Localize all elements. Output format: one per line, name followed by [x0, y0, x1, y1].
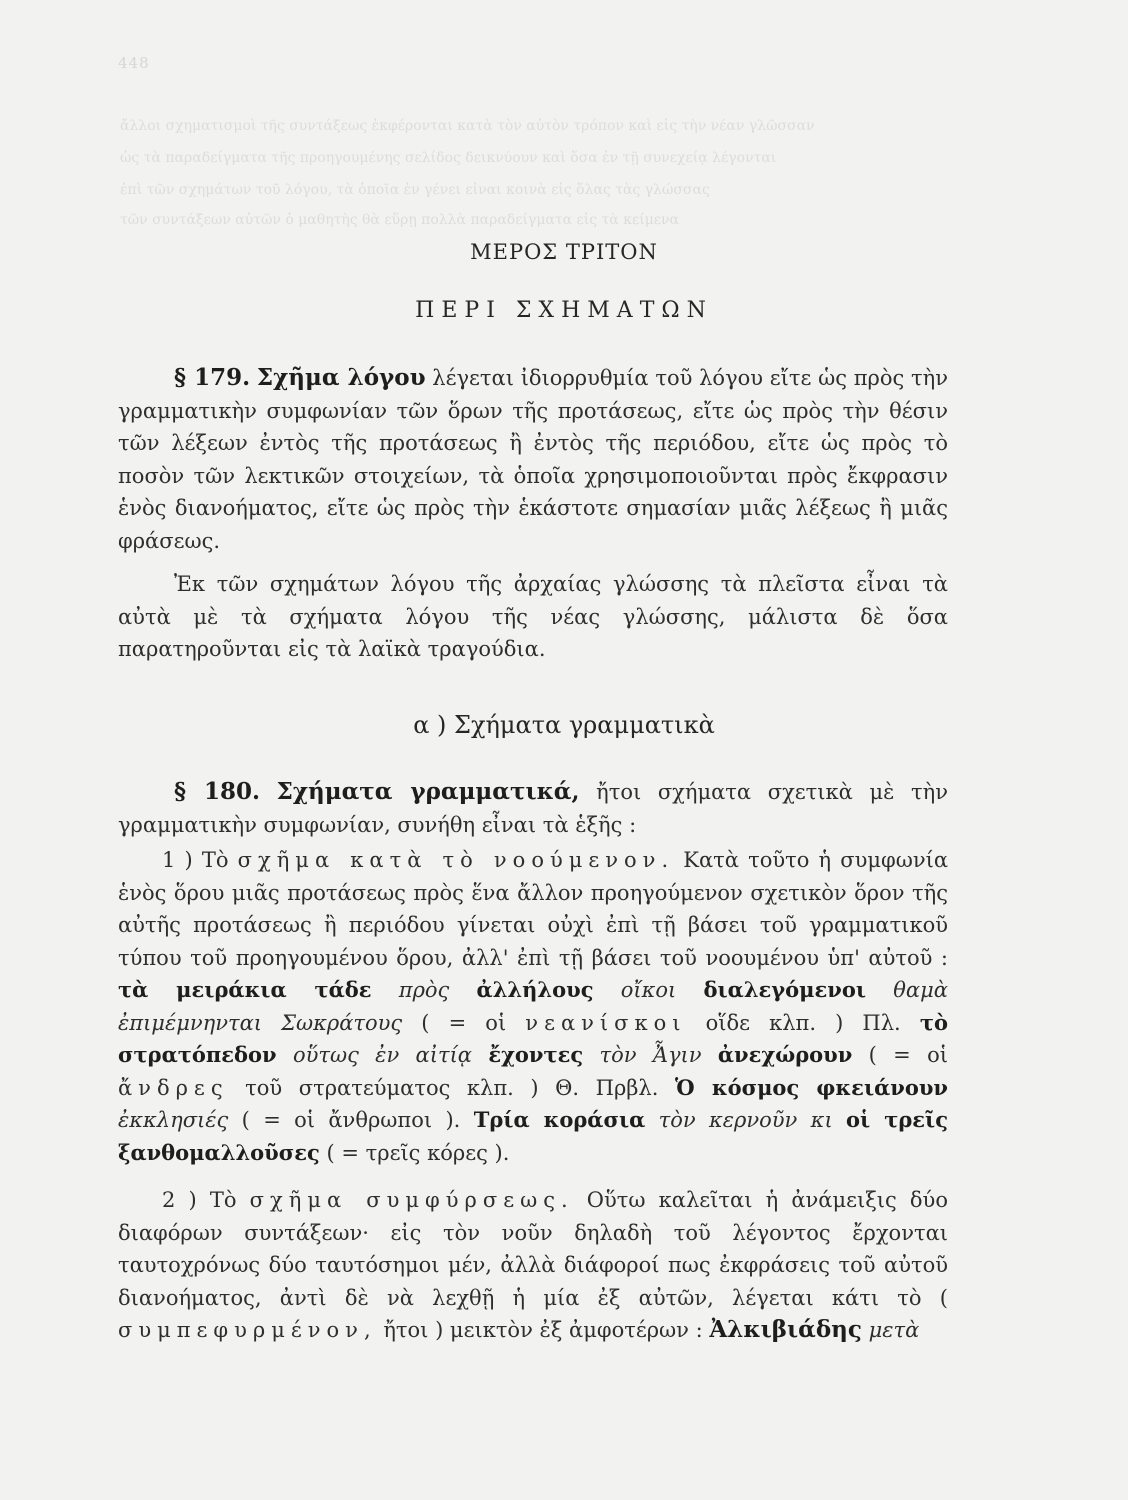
paragraph-180 — [118, 776, 948, 841]
item-label: 1 ) Τὸ — [162, 848, 229, 872]
example-bold: ἔχοντες — [488, 1042, 584, 1067]
paragraph-text: λέγεται ἰδιορρυθμία τοῦ λόγου εἴτε ὡς πρὸς τὴν γραμματικὴν συμφωνίαν τῶν ὅρων τῆς προτάσεως, εἴτε ὡς πρὸς τὴν θέσιν τῶν λέξεων ἐντὸς τῆς προτάσεως ἢ ἐντὸς τῆς περιόδου, εἴτε ὡς πρὸς τὸ ποσὸν τῶν λεκτικῶν στοιχείων, τὰ ὁποῖα χρησιμοποιοῦνται πρὸς ἔκφρασιν ἑνὸς διανοήματος, εἴτε ὡς πρὸς τὴν ἑκάστοτε σημασίαν μιᾶς λέξεως ἢ μιᾶς φράσεως. — [118, 366, 948, 553]
defined-term: Σχήματα γραμματικά, — [276, 778, 580, 805]
sub-heading: α ) Σχήματα γραμματικὰ — [413, 711, 715, 739]
page-number: 448 — [118, 54, 150, 72]
item-text: ἤτοι ) μεικτὸν ἐξ ἀμφοτέρων : — [383, 1318, 703, 1342]
bleed-line: ἄλλοι σχηματισμοὶ τῆς συντάξεως ἐκφέρονται κατὰ τὸν αὐτὸν τρόπον καὶ εἰς τὴν νέαν γλῶσσαν — [120, 118, 815, 134]
example-bold: Τρία κοράσια — [473, 1107, 646, 1132]
paragraph-text: ἤτοι σχήματα σχετικὰ μὲ τὴν γραμματικὴν συμφωνίαν, συνήθη εἶναι τὰ ἑξῆς : — [118, 780, 948, 837]
example-italic: ἐκκλησιές — [118, 1108, 229, 1132]
example-bold: Ἀλκιβιάδης — [709, 1316, 862, 1343]
paragraph-179 — [118, 362, 948, 557]
item-text: Οὕτω καλεῖται ἡ ἀνάμειξις δύο διαφόρων συντάξεων· εἰς τὸν νοῦν δηλαδὴ τοῦ λέγοντος ἔρχονται ταυτοχρόνως δύο ταυτόσημοι μέν, ἀλλὰ διάφοροί πως ἐκφράσεις τοῦ αὐτοῦ διανοήματος, ἀντὶ δὲ νὰ λεχθῇ ἡ μία ἐξ αὐτῶν, λέγεται κάτι τὸ ( — [118, 1188, 948, 1310]
example-italic: μετὰ — [868, 1318, 920, 1342]
example-italic: θαμὰ ἐπιμέμνηνται Σωκράτους — [118, 978, 948, 1035]
example-italic: οὕτως ἐν αἰτίᾳ — [292, 1043, 472, 1067]
gloss: ( = οἱ ἄνθρωποι ). — [241, 1108, 461, 1132]
list-item-2 — [118, 1184, 948, 1347]
gloss: ( = οἱ — [421, 1010, 507, 1035]
section-number: § 179. — [174, 364, 251, 391]
example-bold: τὰ μειράκια τάδε — [118, 977, 372, 1002]
example-bold: ἀλλήλους — [476, 977, 594, 1002]
figure-name: σχῆμα κατὰ τὸ νοούμενον. — [237, 848, 675, 872]
defined-term: Σχῆμα λόγου — [256, 364, 426, 391]
example-bold: Ὁ κόσμος φκειάνουν — [675, 1074, 948, 1100]
paragraph-ancient-language — [118, 568, 948, 666]
example-italic: πρὸς — [398, 978, 450, 1002]
example-bold: ἀνεχώρουν — [717, 1042, 853, 1067]
gloss: τοῦ στρατεύματος κλπ. ) Θ. Πρβλ. — [245, 1075, 659, 1100]
paragraph-text: Ἐκ τῶν σχημάτων λόγου τῆς ἀρχαίας γλώσσης τὰ πλεῖστα εἶναι τὰ αὐτὰ μὲ τὰ σχήματα λόγου τῆς νέας γλώσσης, μάλιστα δὲ ὅσα παρατηροῦνται εἰς τὰ λαϊκὰ τραγούδια. — [118, 572, 948, 661]
example-bold: οἱ τρεῖς ξανθομαλλοῦσες — [118, 1107, 949, 1165]
example-bold: διαλεγόμενοι — [703, 977, 867, 1002]
example-italic: τὸν κερνοῦν κι — [658, 1108, 833, 1132]
example-bold: τὸ στρατόπεδον — [118, 1009, 948, 1067]
bleed-line: τῶν συντάξεων αὐτῶν ὁ μαθητὴς θὰ εὕρῃ πολλὰ παραδείγματα εἰς τὰ κείμενα — [120, 212, 680, 228]
item-label: 2 ) Τὸ — [162, 1188, 237, 1212]
gloss: ( = οἱ — [868, 1043, 948, 1067]
gloss-spaced: νεανίσκοι — [525, 1010, 687, 1035]
bleed-line: ὡς τὰ παραδείγματα τῆς προηγουμένης σελίδος δεικνύουν καὶ ὅσα ἐν τῇ συνεχείᾳ λέγονται — [120, 150, 777, 166]
figure-name: συμπεφυρμένον, — [118, 1318, 377, 1342]
part-title: ΜΕΡΟΣ ΤΡΙΤΟΝ — [470, 240, 658, 264]
figure-name: σχῆμα συμφύρσεως. — [249, 1188, 574, 1212]
gloss: οἵδε κλπ. ) Πλ. — [705, 1010, 901, 1035]
section-heading: ΠΕΡΙ ΣΧΗΜΑΤΩΝ — [415, 298, 713, 323]
gloss-spaced: ἄνδρες — [118, 1075, 229, 1100]
section-number: § 180. — [174, 778, 261, 805]
gloss: ( = τρεῖς κόρες ). — [326, 1140, 510, 1165]
example-italic: οἴκοι — [620, 978, 677, 1002]
item-text: Κατὰ τοῦτο ἡ συμφωνία ἑνὸς ὅρου μιᾶς προτάσεως πρὸς ἕνα ἄλλον προηγούμενον σχετικὸν ὅρον τῆς αὐτῆς προτάσεως ἢ περιόδου γίνεται οὐχὶ ἐπὶ τῇ βάσει τοῦ γραμματικοῦ τύπου τοῦ προηγουμένου ὅρου, ἀλλ' ἐπὶ τῇ βάσει τοῦ νοουμένου ὑπ' αὐτοῦ : — [118, 848, 949, 970]
list-item-1 — [118, 844, 948, 1169]
example-italic: τὸν Ἆγιν — [599, 1043, 702, 1067]
bleed-line: ἐπὶ τῶν σχημάτων τοῦ λόγου, τὰ ὁποῖα ἐν γένει εἶναι κοινὰ εἰς ὅλας τὰς γλώσσας — [120, 182, 710, 198]
